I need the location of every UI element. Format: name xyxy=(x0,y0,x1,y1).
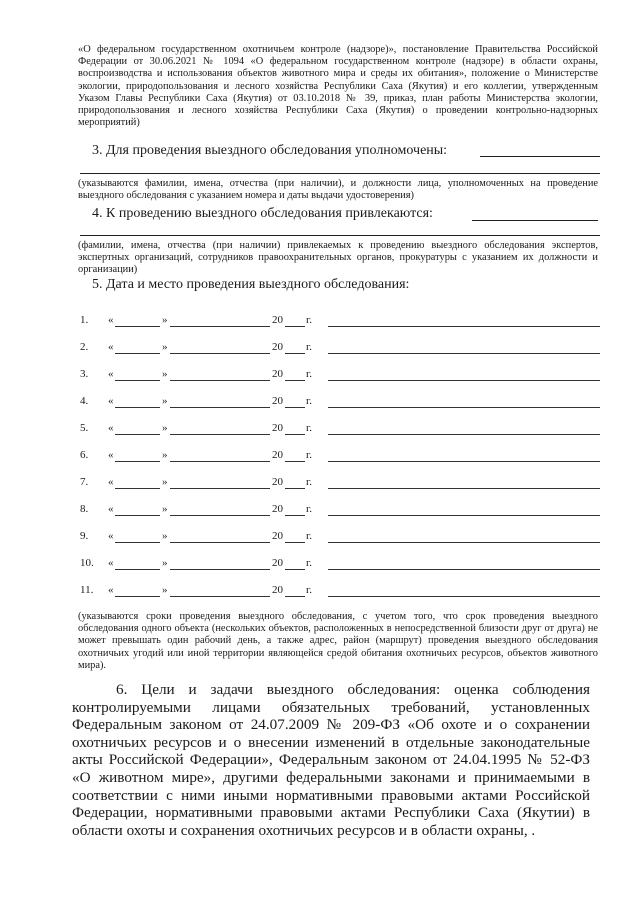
year-field[interactable] xyxy=(285,596,305,597)
section-3-note: (указываются фамилии, имена, отчества (при наличии), и должности лица, уполномоченных на проведение выездного обследования с указанием номера и даты выдачи удостоверения) xyxy=(78,178,598,202)
open-quote: « xyxy=(108,503,114,515)
year-suffix: г. xyxy=(306,422,313,434)
month-field[interactable] xyxy=(170,353,270,354)
close-quote: » xyxy=(162,341,168,353)
close-quote: » xyxy=(162,395,168,407)
place-field[interactable] xyxy=(328,461,600,462)
close-quote: » xyxy=(162,449,168,461)
place-field[interactable] xyxy=(328,434,600,435)
year-prefix: 20 xyxy=(272,530,283,542)
section-3-fill-line[interactable] xyxy=(480,156,600,157)
year-suffix: г. xyxy=(306,476,313,488)
place-field[interactable] xyxy=(328,569,600,570)
year-field[interactable] xyxy=(285,569,305,570)
date-place-row xyxy=(80,449,600,465)
month-field[interactable] xyxy=(170,326,270,327)
open-quote: « xyxy=(108,584,114,596)
year-prefix: 20 xyxy=(272,341,283,353)
date-place-row xyxy=(80,476,600,492)
day-field[interactable] xyxy=(115,569,160,570)
date-place-row xyxy=(80,314,600,330)
close-quote: » xyxy=(162,530,168,542)
day-field[interactable] xyxy=(115,353,160,354)
section-6-paragraph xyxy=(72,681,590,839)
close-quote: » xyxy=(162,557,168,569)
section-5-note: (указываются сроки проведения выездного обследования, с учетом того, что срок проведения выездного обследования одного объекта (нескольких объектов, расположенных в непосредственной близости друг от друга) не может превышать один рабочий день, а также адрес, район (маршрут) проведения выездного обследования охотничьих угодий или иной территории являющейся средой обитания охотничьих ресурсов, объектов животного мира). xyxy=(78,611,598,671)
year-field[interactable] xyxy=(285,488,305,489)
year-suffix: г. xyxy=(306,314,313,326)
row-number: 9. xyxy=(80,530,89,542)
row-number: 4. xyxy=(80,395,89,407)
open-quote: « xyxy=(108,449,114,461)
month-field[interactable] xyxy=(170,542,270,543)
section-4-note: (фамилии, имена, отчества (при наличии) привлекаемых к проведению выездного обследования экспертов, экспертных организаций, сотрудников правоохранительных органов, прокуратуры с указанием их должности и организации) xyxy=(78,240,598,276)
date-place-row xyxy=(80,368,600,384)
open-quote: « xyxy=(108,530,114,542)
year-prefix: 20 xyxy=(272,422,283,434)
open-quote: « xyxy=(108,341,114,353)
year-prefix: 20 xyxy=(272,584,283,596)
place-field[interactable] xyxy=(328,326,600,327)
section-5-heading: 5. Дата и место проведения выездного обследования: xyxy=(92,277,410,292)
year-field[interactable] xyxy=(285,380,305,381)
day-field[interactable] xyxy=(115,380,160,381)
place-field[interactable] xyxy=(328,488,600,489)
section-4-heading: 4. К проведению выездного обследования привлекаются: xyxy=(92,206,433,221)
section-3-heading: 3. Для проведения выездного обследования уполномочены: xyxy=(92,143,448,158)
section-6-text: 6. Цели и задачи выездного обследования: оценка соблюдения контролируемыми лицами обязательных требований, установленных Федеральным законом от 24.07.2009 № 209-ФЗ «Об охоте и о сохранении охотничьих ресурсов и о внесении изменений в отдельные законодательные акты Российской Федерации», Федеральным законом от 24.04.1995 № 52-ФЗ «О животном мире», другими федеральными законами и принимаемыми в соответствии с ними иными нормативными правовыми актами Российской Федерации, нормативными правовыми актами Республики Саха (Якутии) в области охоты и сохранения охотничьих ресурсов и в области охраны, . xyxy=(72,681,590,839)
year-prefix: 20 xyxy=(272,314,283,326)
close-quote: » xyxy=(162,476,168,488)
day-field[interactable] xyxy=(115,542,160,543)
month-field[interactable] xyxy=(170,407,270,408)
month-field[interactable] xyxy=(170,488,270,489)
day-field[interactable] xyxy=(115,515,160,516)
row-number: 2. xyxy=(80,341,89,353)
year-field[interactable] xyxy=(285,407,305,408)
place-field[interactable] xyxy=(328,542,600,543)
close-quote: » xyxy=(162,314,168,326)
year-suffix: г. xyxy=(306,449,313,461)
place-field[interactable] xyxy=(328,380,600,381)
year-suffix: г. xyxy=(306,557,313,569)
place-field[interactable] xyxy=(328,515,600,516)
open-quote: « xyxy=(108,476,114,488)
month-field[interactable] xyxy=(170,515,270,516)
year-prefix: 20 xyxy=(272,449,283,461)
day-field[interactable] xyxy=(115,461,160,462)
row-number: 5. xyxy=(80,422,89,434)
date-place-row xyxy=(80,503,600,519)
year-prefix: 20 xyxy=(272,368,283,380)
month-field[interactable] xyxy=(170,380,270,381)
year-prefix: 20 xyxy=(272,395,283,407)
open-quote: « xyxy=(108,557,114,569)
month-field[interactable] xyxy=(170,434,270,435)
open-quote: « xyxy=(108,368,114,380)
open-quote: « xyxy=(108,314,114,326)
date-place-row xyxy=(80,341,600,357)
open-quote: « xyxy=(108,422,114,434)
section-4-fill-line[interactable] xyxy=(472,220,598,221)
date-place-row xyxy=(80,530,600,546)
day-field[interactable] xyxy=(115,434,160,435)
place-field[interactable] xyxy=(328,353,600,354)
year-suffix: г. xyxy=(306,530,313,542)
close-quote: » xyxy=(162,422,168,434)
year-suffix: г. xyxy=(306,503,313,515)
row-number: 8. xyxy=(80,503,89,515)
day-field[interactable] xyxy=(115,326,160,327)
place-field[interactable] xyxy=(328,596,600,597)
year-prefix: 20 xyxy=(272,557,283,569)
date-place-row xyxy=(80,557,600,573)
open-quote: « xyxy=(108,395,114,407)
year-suffix: г. xyxy=(306,395,313,407)
section-3-fill-line-2[interactable] xyxy=(80,173,600,174)
close-quote: » xyxy=(162,368,168,380)
place-field[interactable] xyxy=(328,407,600,408)
year-field[interactable] xyxy=(285,326,305,327)
date-place-row xyxy=(80,422,600,438)
date-place-row xyxy=(80,584,600,600)
year-suffix: г. xyxy=(306,584,313,596)
day-field[interactable] xyxy=(115,488,160,489)
month-field[interactable] xyxy=(170,596,270,597)
close-quote: » xyxy=(162,503,168,515)
year-field[interactable] xyxy=(285,542,305,543)
row-number: 3. xyxy=(80,368,89,380)
row-number: 11. xyxy=(80,584,94,596)
year-prefix: 20 xyxy=(272,476,283,488)
close-quote: » xyxy=(162,584,168,596)
month-field[interactable] xyxy=(170,461,270,462)
day-field[interactable] xyxy=(115,596,160,597)
year-field[interactable] xyxy=(285,515,305,516)
row-number: 6. xyxy=(80,449,89,461)
year-field[interactable] xyxy=(285,434,305,435)
row-number: 10. xyxy=(80,557,94,569)
section-4-fill-line-2[interactable] xyxy=(80,235,600,236)
row-number: 1. xyxy=(80,314,89,326)
intro-paragraph: «О федеральном государственном охотничьем контроле (надзоре)», постановление Правительства Российской Федерации от 30.06.2021 № 1094 «О федеральном государственном контроле (надзоре) в области охраны, воспроизводства и использования объектов животного мира и среды их обитания», положение о Министерстве экологии, природопользования и лесного хозяйства Республики Саха (Якутия) и его коллегии, утвержденным Указом Главы Республики Саха (Якутия) от 03.10.2018 № 39, приказ, план работы Министерства экологии, природопользования и лесного хозяйства Республики Саха (Якутия) о проведении контрольно-надзорных мероприятий) xyxy=(78,44,598,129)
year-prefix: 20 xyxy=(272,503,283,515)
date-place-row xyxy=(80,395,600,411)
month-field[interactable] xyxy=(170,569,270,570)
row-number: 7. xyxy=(80,476,89,488)
day-field[interactable] xyxy=(115,407,160,408)
year-suffix: г. xyxy=(306,368,313,380)
year-suffix: г. xyxy=(306,341,313,353)
year-field[interactable] xyxy=(285,353,305,354)
year-field[interactable] xyxy=(285,461,305,462)
